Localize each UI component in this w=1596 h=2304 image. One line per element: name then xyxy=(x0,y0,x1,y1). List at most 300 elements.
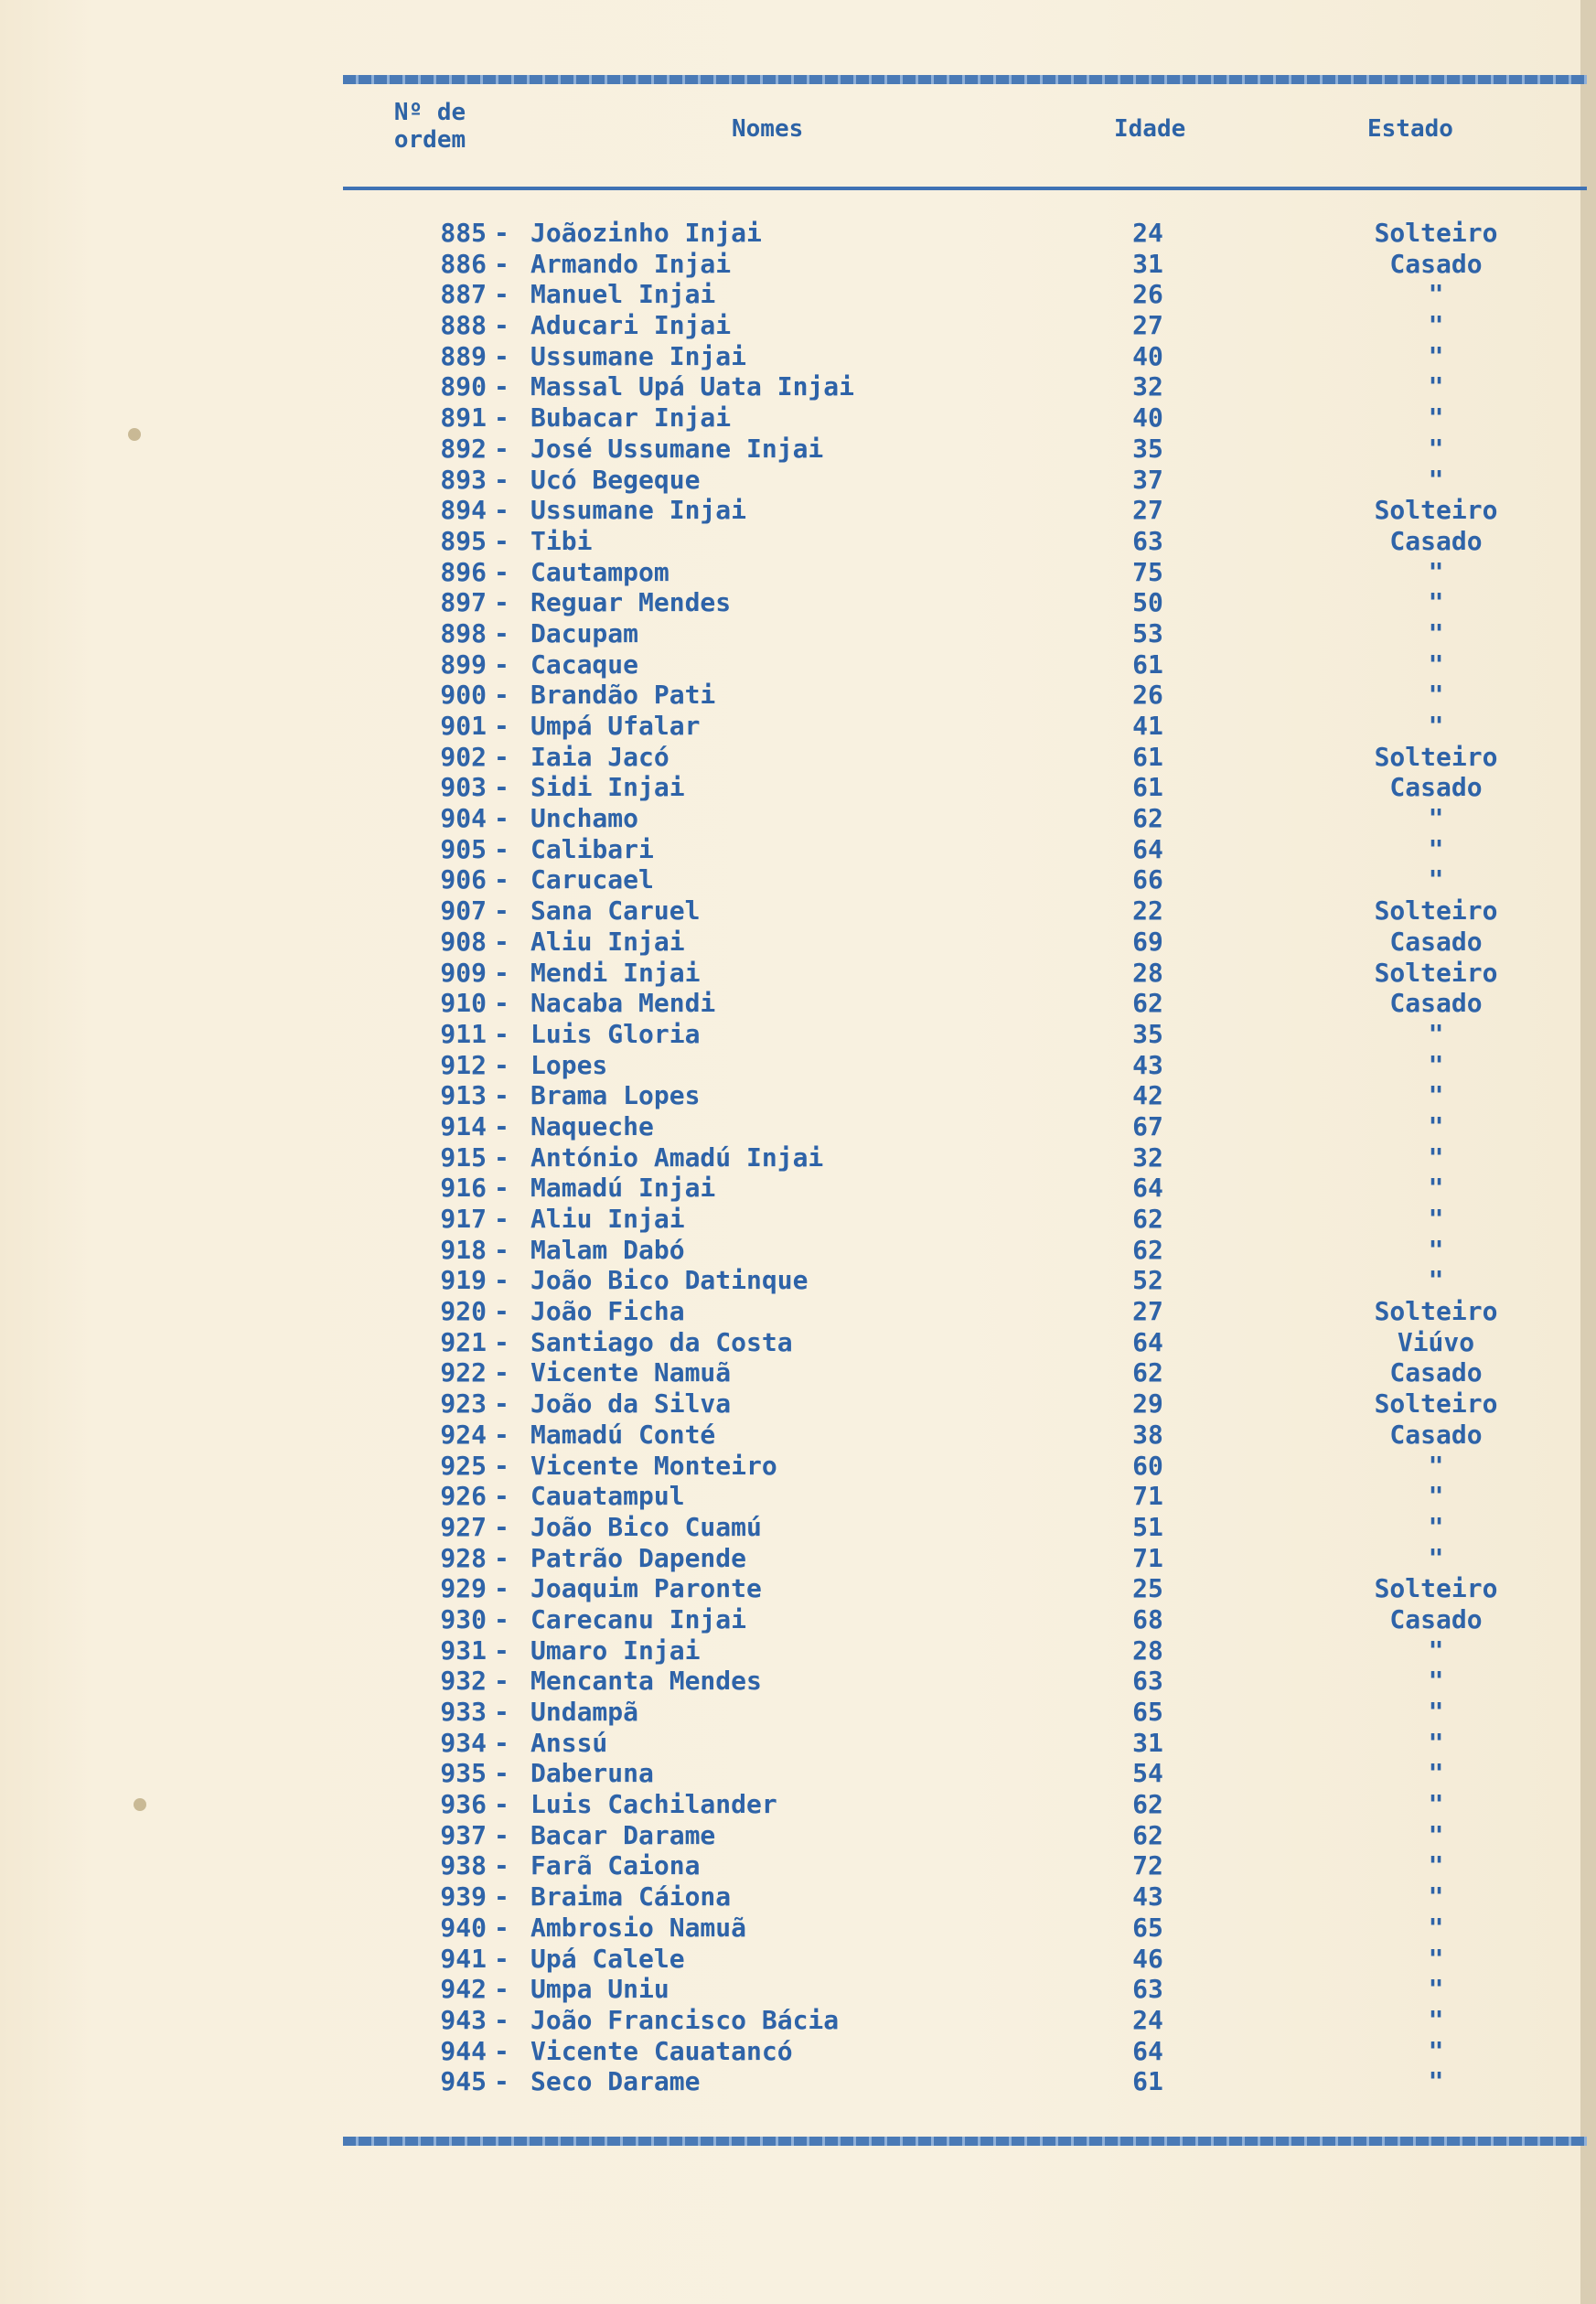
table-row xyxy=(0,1604,1580,1635)
row-state: " xyxy=(1428,310,1444,341)
row-dash: - xyxy=(494,279,509,310)
row-dash: - xyxy=(494,895,509,927)
row-number: 923 xyxy=(440,1388,487,1420)
row-state: " xyxy=(1428,2004,1444,2035)
row-number: 927 xyxy=(440,1511,487,1542)
row-age: 65 xyxy=(1132,1912,1163,1943)
row-number: 905 xyxy=(440,833,487,864)
row-dash: - xyxy=(494,1049,509,1080)
row-number: 920 xyxy=(440,1296,487,1327)
row-number: 913 xyxy=(440,1080,487,1111)
row-number: 915 xyxy=(440,1141,487,1173)
bottom-rule xyxy=(343,2137,1587,2146)
row-dash: - xyxy=(494,1727,509,1758)
row-number: 902 xyxy=(440,741,487,772)
table-row xyxy=(0,341,1580,372)
table-row xyxy=(0,988,1580,1019)
table-row xyxy=(0,711,1580,742)
row-name: Patrão Dapende xyxy=(530,1542,747,1573)
row-state: " xyxy=(1428,1080,1444,1111)
row-age: 46 xyxy=(1132,1943,1163,1974)
row-name: Ucó Begeque xyxy=(530,464,701,495)
row-state: Casado xyxy=(1389,1419,1483,1450)
row-age: 40 xyxy=(1132,402,1163,434)
row-number: 937 xyxy=(440,1819,487,1850)
row-dash: - xyxy=(494,310,509,341)
row-age: 28 xyxy=(1132,957,1163,988)
row-dash: - xyxy=(494,2066,509,2097)
row-name: Iaia Jacó xyxy=(530,741,669,772)
row-age: 65 xyxy=(1132,1697,1163,1727)
row-state: " xyxy=(1428,648,1444,680)
table-row xyxy=(0,1327,1580,1358)
row-age: 25 xyxy=(1132,1573,1163,1604)
row-number: 918 xyxy=(440,1234,487,1265)
table-row xyxy=(0,618,1580,649)
row-dash: - xyxy=(494,1265,509,1296)
row-state: " xyxy=(1428,833,1444,864)
row-state: Casado xyxy=(1389,988,1483,1019)
row-dash: - xyxy=(494,833,509,864)
row-number: 895 xyxy=(440,525,487,556)
table-row xyxy=(0,864,1580,895)
row-state: " xyxy=(1428,1943,1444,1974)
row-number: 931 xyxy=(440,1634,487,1666)
row-dash: - xyxy=(494,648,509,680)
row-state: " xyxy=(1428,587,1444,618)
table-row xyxy=(0,649,1580,680)
table-row xyxy=(0,834,1580,865)
row-number: 901 xyxy=(440,711,487,741)
row-state: " xyxy=(1428,2035,1444,2066)
row-name: Cauatampul xyxy=(530,1481,685,1512)
row-state: Casado xyxy=(1389,1603,1483,1634)
row-state: " xyxy=(1428,279,1444,310)
table-row xyxy=(0,1050,1580,1081)
row-number: 896 xyxy=(440,556,487,587)
table-row xyxy=(0,310,1580,341)
row-number: 921 xyxy=(440,1326,487,1357)
row-age: 27 xyxy=(1132,495,1163,526)
row-state: " xyxy=(1428,1542,1444,1573)
row-number: 910 xyxy=(440,988,487,1019)
row-number: 911 xyxy=(440,1018,487,1049)
row-age: 32 xyxy=(1132,1141,1163,1173)
row-dash: - xyxy=(494,1481,509,1512)
table-row xyxy=(0,1666,1580,1697)
page-edge-shadow xyxy=(1580,0,1596,2304)
row-number: 928 xyxy=(440,1542,487,1573)
row-state: " xyxy=(1428,803,1444,834)
row-age: 71 xyxy=(1132,1542,1163,1573)
row-age: 24 xyxy=(1132,2004,1163,2035)
row-dash: - xyxy=(494,402,509,434)
table-row xyxy=(0,587,1580,618)
row-number: 932 xyxy=(440,1666,487,1697)
table-row xyxy=(0,1265,1580,1296)
table-row xyxy=(0,434,1580,465)
row-age: 62 xyxy=(1132,1357,1163,1388)
table-row xyxy=(0,557,1580,588)
table-row xyxy=(0,1142,1580,1173)
row-state: " xyxy=(1428,1850,1444,1881)
row-name: Cautampom xyxy=(530,556,669,587)
row-age: 26 xyxy=(1132,680,1163,711)
row-state: " xyxy=(1428,1974,1444,2005)
row-dash: - xyxy=(494,926,509,957)
row-dash: - xyxy=(494,864,509,895)
row-state: " xyxy=(1428,1450,1444,1481)
row-number: 903 xyxy=(440,772,487,803)
row-name: Daberuna xyxy=(530,1758,654,1789)
row-dash: - xyxy=(494,711,509,741)
row-name: Carucael xyxy=(530,864,654,895)
row-state: Solteiro xyxy=(1374,1296,1498,1327)
row-dash: - xyxy=(494,1819,509,1850)
row-name: João Bico Datinque xyxy=(530,1265,809,1296)
header-rule xyxy=(343,187,1587,190)
row-number: 914 xyxy=(440,1110,487,1141)
row-number: 944 xyxy=(440,2035,487,2066)
row-name: Umaro Injai xyxy=(530,1634,701,1666)
row-age: 51 xyxy=(1132,1511,1163,1542)
row-dash: - xyxy=(494,1542,509,1573)
row-state: " xyxy=(1428,1912,1444,1943)
row-name: Cacaque xyxy=(530,648,639,680)
row-name: Calibari xyxy=(530,833,654,864)
row-name: Undampã xyxy=(530,1697,639,1727)
row-dash: - xyxy=(494,218,509,248)
table-row xyxy=(0,465,1580,496)
row-name: Santiago da Costa xyxy=(530,1326,793,1357)
table-row xyxy=(0,1974,1580,2005)
table-row xyxy=(0,1235,1580,1266)
row-age: 62 xyxy=(1132,1819,1163,1850)
row-state: Casado xyxy=(1389,525,1483,556)
row-name: João Francisco Bácia xyxy=(530,2004,840,2035)
table-row xyxy=(0,1451,1580,1482)
row-age: 64 xyxy=(1132,1173,1163,1204)
row-number: 897 xyxy=(440,587,487,618)
row-dash: - xyxy=(494,1173,509,1204)
row-state: " xyxy=(1428,1881,1444,1913)
row-age: 53 xyxy=(1132,617,1163,648)
row-number: 892 xyxy=(440,433,487,464)
row-age: 63 xyxy=(1132,1666,1163,1697)
row-state: Solteiro xyxy=(1374,957,1498,988)
row-age: 61 xyxy=(1132,772,1163,803)
row-dash: - xyxy=(494,1511,509,1542)
table-row xyxy=(0,1173,1580,1204)
row-number: 900 xyxy=(440,680,487,711)
row-age: 54 xyxy=(1132,1758,1163,1789)
table-row xyxy=(0,1481,1580,1512)
row-number: 941 xyxy=(440,1943,487,1974)
table-row xyxy=(0,1881,1580,1913)
row-name: Reguar Mendes xyxy=(530,587,732,618)
row-dash: - xyxy=(494,988,509,1019)
row-dash: - xyxy=(494,1141,509,1173)
row-dash: - xyxy=(494,1234,509,1265)
row-age: 69 xyxy=(1132,926,1163,957)
row-state: Casado xyxy=(1389,1357,1483,1388)
table-row xyxy=(0,1019,1580,1050)
table-row xyxy=(0,1512,1580,1543)
row-dash: - xyxy=(494,1697,509,1727)
row-dash: - xyxy=(494,1080,509,1111)
row-name: António Amadú Injai xyxy=(530,1141,824,1173)
row-dash: - xyxy=(494,1634,509,1666)
row-number: 945 xyxy=(440,2066,487,2097)
row-state: " xyxy=(1428,1204,1444,1234)
row-dash: - xyxy=(494,1296,509,1327)
row-age: 71 xyxy=(1132,1481,1163,1512)
row-number: 936 xyxy=(440,1789,487,1820)
row-state: " xyxy=(1428,1049,1444,1080)
row-dash: - xyxy=(494,803,509,834)
row-dash: - xyxy=(494,1018,509,1049)
row-number: 935 xyxy=(440,1758,487,1789)
row-dash: - xyxy=(494,2004,509,2035)
row-state: " xyxy=(1428,1727,1444,1758)
row-name: Joãozinho Injai xyxy=(530,218,762,248)
row-number: 934 xyxy=(440,1727,487,1758)
row-name: João Ficha xyxy=(530,1296,685,1327)
row-age: 52 xyxy=(1132,1265,1163,1296)
table-row xyxy=(0,1944,1580,1975)
row-number: 926 xyxy=(440,1481,487,1512)
row-state: Casado xyxy=(1389,248,1483,279)
table-row xyxy=(0,803,1580,834)
table-row xyxy=(0,2005,1580,2036)
row-age: 62 xyxy=(1132,1789,1163,1820)
register-table-body xyxy=(0,218,1580,2097)
row-state: " xyxy=(1428,1141,1444,1173)
row-dash: - xyxy=(494,741,509,772)
row-dash: - xyxy=(494,1388,509,1420)
row-name: Luis Gloria xyxy=(530,1018,701,1049)
table-row xyxy=(0,1080,1580,1111)
row-state: Casado xyxy=(1389,926,1483,957)
row-name: José Ussumane Injai xyxy=(530,433,824,464)
row-age: 42 xyxy=(1132,1080,1163,1111)
row-number: 922 xyxy=(440,1357,487,1388)
row-number: 904 xyxy=(440,803,487,834)
row-age: 72 xyxy=(1132,1850,1163,1881)
row-number: 898 xyxy=(440,617,487,648)
row-dash: - xyxy=(494,464,509,495)
row-age: 64 xyxy=(1132,833,1163,864)
row-number: 907 xyxy=(440,895,487,927)
row-name: Ambrosio Namuã xyxy=(530,1912,747,1943)
row-age: 63 xyxy=(1132,1974,1163,2005)
row-name: Mamadú Injai xyxy=(530,1173,716,1204)
row-dash: - xyxy=(494,433,509,464)
order-header-line-1: Nº de xyxy=(393,99,466,126)
row-number: 940 xyxy=(440,1912,487,1943)
row-number: 893 xyxy=(440,464,487,495)
row-dash: - xyxy=(494,495,509,526)
row-name: Armando Injai xyxy=(530,248,732,279)
row-name: Naqueche xyxy=(530,1110,654,1141)
row-name: Tibi xyxy=(530,525,593,556)
table-row xyxy=(0,1697,1580,1728)
row-dash: - xyxy=(494,957,509,988)
row-dash: - xyxy=(494,1603,509,1634)
row-age: 35 xyxy=(1132,1018,1163,1049)
order-header-line-2: ordem xyxy=(393,126,466,154)
row-name: Vicente Monteiro xyxy=(530,1450,777,1481)
row-name: Mencanta Mendes xyxy=(530,1666,762,1697)
row-name: Seco Darame xyxy=(530,2066,701,2097)
row-name: Dacupam xyxy=(530,617,639,648)
row-age: 31 xyxy=(1132,248,1163,279)
order-column-header xyxy=(384,99,476,154)
row-name: Ussumane Injai xyxy=(530,340,747,371)
row-name: Brandão Pati xyxy=(530,680,716,711)
row-name: Umpa Uniu xyxy=(530,1974,669,2005)
table-row xyxy=(0,1357,1580,1388)
row-dash: - xyxy=(494,772,509,803)
table-row xyxy=(0,1635,1580,1666)
row-state: Solteiro xyxy=(1374,495,1498,526)
row-state: " xyxy=(1428,864,1444,895)
names-column-header: Nomes xyxy=(732,115,804,143)
row-name: Vicente Cauatancó xyxy=(530,2035,793,2066)
row-number: 894 xyxy=(440,495,487,526)
state-column-header: Estado xyxy=(1367,115,1453,143)
row-age: 32 xyxy=(1132,371,1163,402)
row-age: 66 xyxy=(1132,864,1163,895)
row-age: 68 xyxy=(1132,1603,1163,1634)
row-name: Upá Calele xyxy=(530,1943,685,1974)
row-age: 64 xyxy=(1132,1326,1163,1357)
row-age: 28 xyxy=(1132,1634,1163,1666)
row-age: 62 xyxy=(1132,1234,1163,1265)
table-row xyxy=(0,1573,1580,1604)
row-name: Mamadú Conté xyxy=(530,1419,716,1450)
row-state: Solteiro xyxy=(1374,1388,1498,1420)
table-row xyxy=(0,2036,1580,2067)
table-row xyxy=(0,1543,1580,1574)
table-row xyxy=(0,742,1580,773)
row-dash: - xyxy=(494,340,509,371)
row-number: 924 xyxy=(440,1419,487,1450)
table-row xyxy=(0,526,1580,557)
row-name: Bubacar Injai xyxy=(530,402,732,434)
row-number: 939 xyxy=(440,1881,487,1913)
row-age: 43 xyxy=(1132,1881,1163,1913)
row-state: Viúvo xyxy=(1397,1326,1475,1357)
table-row xyxy=(0,1204,1580,1235)
row-age: 61 xyxy=(1132,2066,1163,2097)
row-state: " xyxy=(1428,1634,1444,1666)
table-row xyxy=(0,1758,1580,1789)
row-age: 38 xyxy=(1132,1419,1163,1450)
row-number: 929 xyxy=(440,1573,487,1604)
row-number: 933 xyxy=(440,1697,487,1727)
row-dash: - xyxy=(494,556,509,587)
row-name: Unchamo xyxy=(530,803,639,834)
row-number: 899 xyxy=(440,648,487,680)
row-dash: - xyxy=(494,248,509,279)
row-number: 885 xyxy=(440,218,487,248)
row-dash: - xyxy=(494,1204,509,1234)
row-state: Solteiro xyxy=(1374,895,1498,927)
row-state: " xyxy=(1428,1173,1444,1204)
row-name: João da Silva xyxy=(530,1388,732,1420)
row-age: 43 xyxy=(1132,1049,1163,1080)
row-dash: - xyxy=(494,1110,509,1141)
row-number: 930 xyxy=(440,1603,487,1634)
row-dash: - xyxy=(494,1573,509,1604)
row-state: " xyxy=(1428,402,1444,434)
row-age: 40 xyxy=(1132,340,1163,371)
row-state: " xyxy=(1428,1110,1444,1141)
row-number: 890 xyxy=(440,371,487,402)
row-age: 67 xyxy=(1132,1110,1163,1141)
row-state: " xyxy=(1428,464,1444,495)
table-row xyxy=(0,1420,1580,1451)
row-state: " xyxy=(1428,1018,1444,1049)
row-age: 27 xyxy=(1132,1296,1163,1327)
row-state: " xyxy=(1428,1819,1444,1850)
row-dash: - xyxy=(494,1912,509,1943)
row-number: 916 xyxy=(440,1173,487,1204)
row-dash: - xyxy=(494,525,509,556)
table-row xyxy=(0,1296,1580,1327)
row-age: 37 xyxy=(1132,464,1163,495)
row-dash: - xyxy=(494,2035,509,2066)
row-dash: - xyxy=(494,617,509,648)
table-row xyxy=(0,1913,1580,1944)
row-state: " xyxy=(1428,617,1444,648)
row-number: 888 xyxy=(440,310,487,341)
row-age: 62 xyxy=(1132,988,1163,1019)
table-row xyxy=(0,495,1580,526)
row-name: Manuel Injai xyxy=(530,279,716,310)
row-age: 26 xyxy=(1132,279,1163,310)
row-number: 925 xyxy=(440,1450,487,1481)
table-row xyxy=(0,218,1580,249)
row-name: Mendi Injai xyxy=(530,957,701,988)
row-name: Massal Upá Uata Injai xyxy=(530,371,855,402)
row-name: Braima Cáiona xyxy=(530,1881,732,1913)
table-row xyxy=(0,402,1580,434)
table-row xyxy=(0,772,1580,803)
row-state: " xyxy=(1428,433,1444,464)
row-number: 909 xyxy=(440,957,487,988)
row-age: 60 xyxy=(1132,1450,1163,1481)
row-dash: - xyxy=(494,1758,509,1789)
row-name: Anssú xyxy=(530,1727,608,1758)
row-state: " xyxy=(1428,1666,1444,1697)
row-dash: - xyxy=(494,1419,509,1450)
row-number: 919 xyxy=(440,1265,487,1296)
row-dash: - xyxy=(494,1450,509,1481)
row-name: Carecanu Injai xyxy=(530,1603,747,1634)
row-dash: - xyxy=(494,1881,509,1913)
row-age: 62 xyxy=(1132,1204,1163,1234)
row-number: 917 xyxy=(440,1204,487,1234)
row-dash: - xyxy=(494,1357,509,1388)
row-age: 62 xyxy=(1132,803,1163,834)
table-row xyxy=(0,927,1580,958)
row-state: " xyxy=(1428,1481,1444,1512)
row-number: 906 xyxy=(440,864,487,895)
row-age: 61 xyxy=(1132,741,1163,772)
row-state: Solteiro xyxy=(1374,1573,1498,1604)
